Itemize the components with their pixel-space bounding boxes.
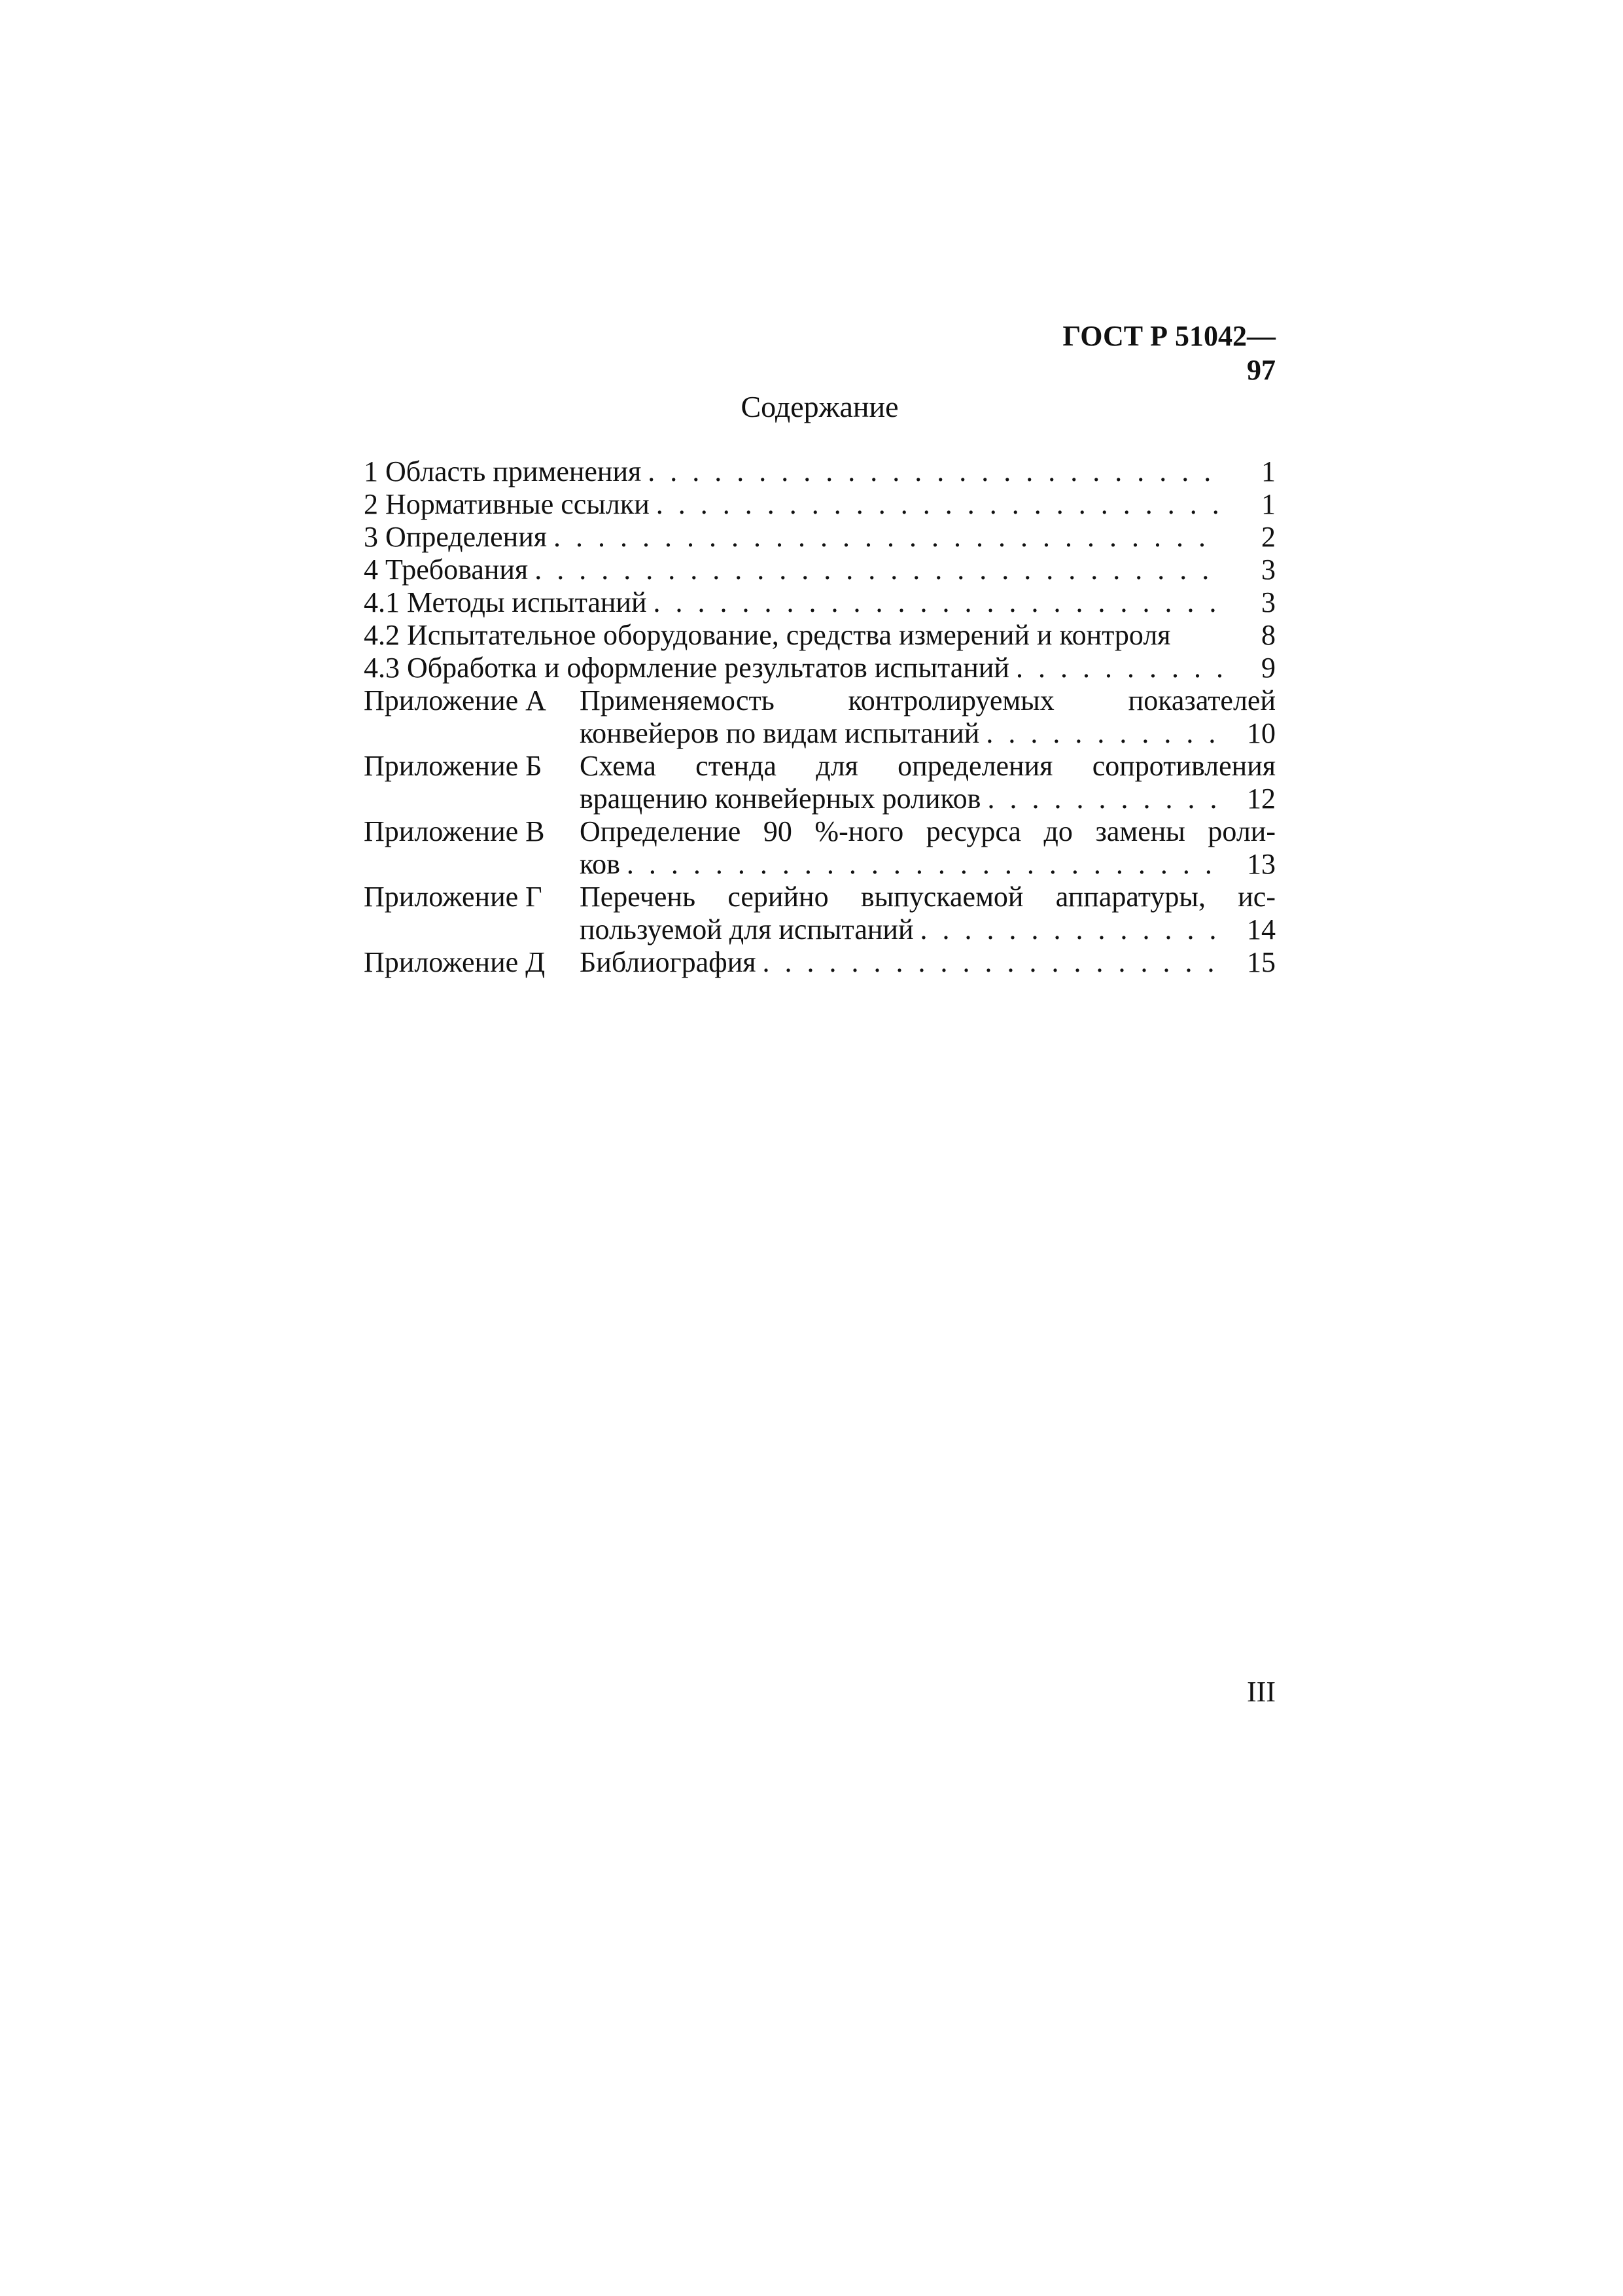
toc-entry[interactable] [364, 488, 1276, 521]
toc-entry[interactable] [364, 455, 1276, 488]
toc-entry-label: 1 Область применения [364, 455, 642, 487]
toc-leader-dots [920, 913, 1223, 946]
toc-appendix-g-line2[interactable] [364, 913, 1276, 946]
toc-appendix-d[interactable] [364, 946, 1276, 979]
toc-entry-label: 2 Нормативные ссылки [364, 488, 650, 520]
toc-appendix-a-line2[interactable] [364, 717, 1276, 750]
toc-appendix-prefix: Приложение В [364, 815, 545, 847]
toc-entry[interactable] [364, 586, 1276, 619]
toc-appendix-title: Библиография [580, 946, 756, 978]
document-code: ГОСТ Р 51042—97 [1062, 320, 1276, 386]
toc-leader-dots [648, 455, 1222, 488]
toc-entry-page: 3 [1261, 554, 1276, 586]
toc-entry-page: 9 [1261, 652, 1276, 684]
toc-entry-page: 10 [1247, 717, 1276, 749]
toc-entry-page: 8 [1261, 619, 1276, 651]
toc-entry-label: 4.3 Обработка и оформление результатов испытаний [364, 652, 1009, 684]
toc-appendix-v-line2[interactable] [364, 848, 1276, 881]
toc-leader-dots [986, 717, 1222, 750]
toc-entry-page: 3 [1261, 586, 1276, 618]
toc-appendix-title: Определение 90 %-ного ресурса до замены роли- [580, 815, 1276, 847]
toc-leader-dots [1016, 652, 1222, 684]
toc-appendix-v-line1[interactable] [364, 815, 1276, 848]
toc-leader-dots [654, 586, 1222, 619]
toc-leader-dots [627, 848, 1222, 881]
toc-leader-dots [987, 783, 1222, 815]
toc-entry-page: 15 [1247, 946, 1276, 978]
toc-appendix-title-cont: пользуемой для испытаний [580, 913, 914, 945]
toc-entry-page: 1 [1261, 488, 1276, 520]
page-number: III [1247, 1676, 1276, 1708]
toc-appendix-b-line1[interactable] [364, 750, 1276, 783]
toc-appendix-title: Применяемость контролируемых показателей [580, 684, 1276, 716]
toc-appendix-a-line1[interactable] [364, 684, 1276, 717]
toc-entry-page: 12 [1247, 783, 1276, 815]
toc-entry[interactable] [364, 521, 1276, 554]
toc-entry-label: 3 Определения [364, 521, 548, 553]
toc-appendix-title: Схема стенда для определения сопротивления [580, 750, 1276, 782]
toc-entry[interactable] [364, 652, 1276, 684]
toc-entry[interactable] [364, 554, 1276, 586]
toc-appendix-prefix: Приложение Д [364, 946, 546, 978]
toc-appendix-title-cont: вращению конвейерных роликов [580, 783, 981, 815]
toc-entry-label: 4 Требования [364, 554, 529, 586]
toc-appendix-title: Перечень серийно выпускаемой аппаратуры, ис- [580, 881, 1276, 913]
toc-entry-label: 4.2 Испытательное оборудование, средства измерений и контроля [364, 619, 1171, 651]
toc-entry-label: 4.1 Методы испытаний [364, 586, 647, 618]
toc-appendix-title-cont: конвейеров по видам испытаний [580, 717, 980, 749]
toc-entry-page: 14 [1247, 913, 1276, 945]
toc-appendix-g-line1[interactable] [364, 881, 1276, 913]
toc-appendix-b-line2[interactable] [364, 783, 1276, 815]
toc-appendix-title-cont: ков [580, 848, 620, 880]
toc-appendix-prefix: Приложение Г [364, 881, 542, 913]
toc-entry-page: 2 [1261, 521, 1276, 553]
toc-title: Содержание [741, 390, 899, 423]
toc-entry-page: 1 [1261, 455, 1276, 487]
toc-leader-dots [534, 554, 1222, 586]
toc-leader-dots [656, 488, 1222, 521]
toc-entry[interactable] [364, 619, 1276, 652]
toc-leader-dots [553, 521, 1222, 554]
table-of-contents [364, 455, 1276, 979]
toc-entry-page: 13 [1247, 848, 1276, 880]
toc-leader-dots [762, 946, 1222, 979]
toc-appendix-prefix: Приложение Б [364, 750, 542, 782]
toc-appendix-prefix: Приложение А [364, 684, 546, 716]
